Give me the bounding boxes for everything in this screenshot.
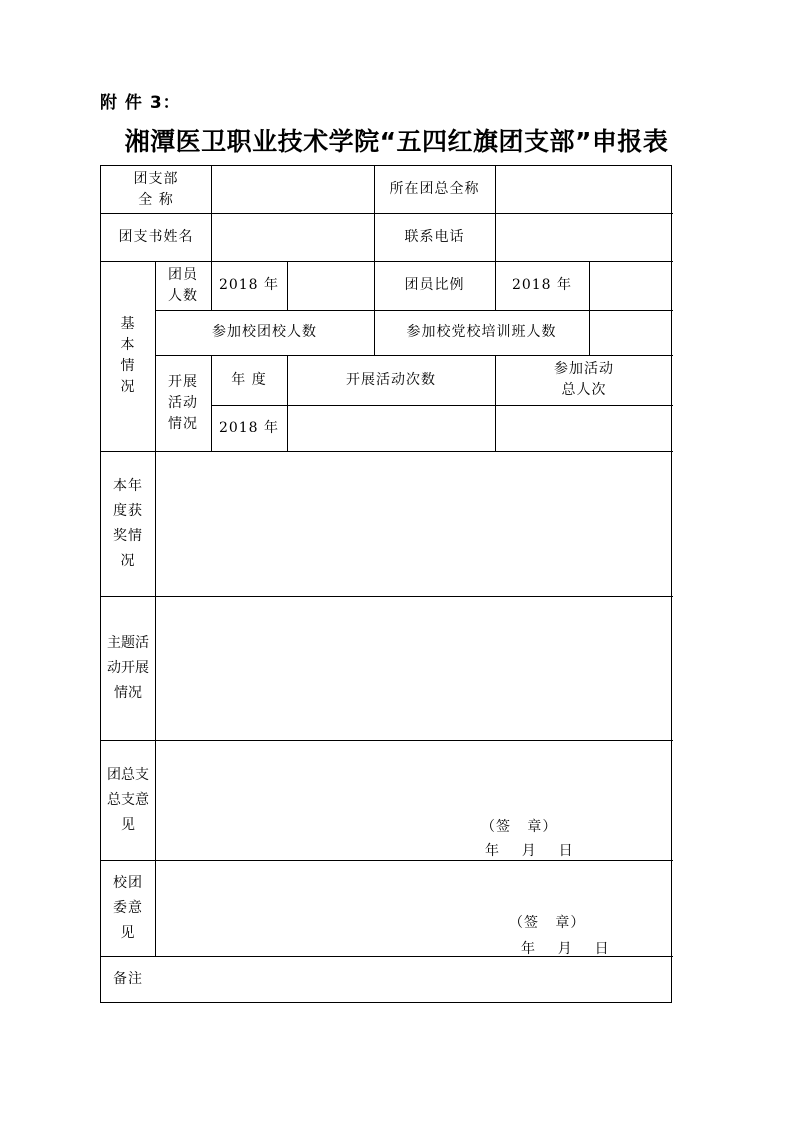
general-branch-label: 所在团总全称	[389, 181, 480, 197]
general-branch-opinion-label: 团总支 总支意 见	[107, 766, 149, 833]
member-ratio-year: 2018 年	[511, 277, 573, 293]
school-committee-opinion-label: 校团 委意 见	[113, 874, 143, 941]
activity-count-label: 开展活动次数	[346, 371, 436, 388]
member-count-year: 2018 年	[218, 277, 280, 293]
contact-phone-field[interactable]	[495, 213, 673, 261]
member-count-field[interactable]	[287, 261, 374, 310]
member-ratio-label: 团员比例	[404, 277, 465, 293]
member-count-label: 团员 人数	[168, 266, 198, 304]
activity-count-field[interactable]	[287, 405, 495, 451]
contact-phone-label: 联系电话	[404, 228, 465, 245]
remarks-label: 备注	[113, 970, 143, 987]
branch-full-name-field[interactable]	[211, 166, 374, 213]
year-column-label: 年 度	[231, 371, 267, 388]
basic-info-label: 基 本 情 况	[120, 316, 136, 395]
awards-label: 本年 度获 奖情 况	[113, 477, 143, 569]
branch-full-name-label: 团支部 全 称	[133, 170, 179, 208]
secretary-name-label: 团支书姓名	[118, 228, 194, 245]
total-participants-label: 参加活动 总人次	[554, 361, 614, 398]
activities-label: 开展 活动 情况	[168, 373, 198, 432]
party-school-participants-field[interactable]	[589, 310, 673, 355]
date-label: 年 月 日	[485, 843, 574, 859]
general-branch-field[interactable]	[495, 166, 673, 213]
total-participants-field[interactable]	[495, 405, 673, 451]
date-label: 年 月 日	[521, 941, 610, 957]
attachment-label: 附 件 3：	[100, 93, 181, 113]
seal-label: （签 章）	[481, 819, 558, 835]
league-school-participants-label: 参加校团校人数	[212, 324, 317, 340]
remarks-field[interactable]	[155, 956, 673, 1002]
application-form	[100, 165, 672, 1003]
page-title: 湘潭医卫职业技术学院“五四红旗团支部”申报表	[124, 127, 669, 156]
activities-year: 2018 年	[218, 419, 280, 436]
theme-activities-label: 主题活 动开展 情况	[107, 634, 149, 701]
member-ratio-field[interactable]	[589, 261, 673, 310]
theme-activities-field[interactable]	[155, 596, 673, 740]
awards-field[interactable]	[155, 451, 673, 596]
general-branch-opinion-field[interactable]	[155, 740, 673, 860]
seal-label: （签 章）	[509, 915, 586, 931]
party-school-participants-label: 参加校党校培训班人数	[406, 324, 557, 340]
secretary-name-field[interactable]	[211, 213, 374, 261]
